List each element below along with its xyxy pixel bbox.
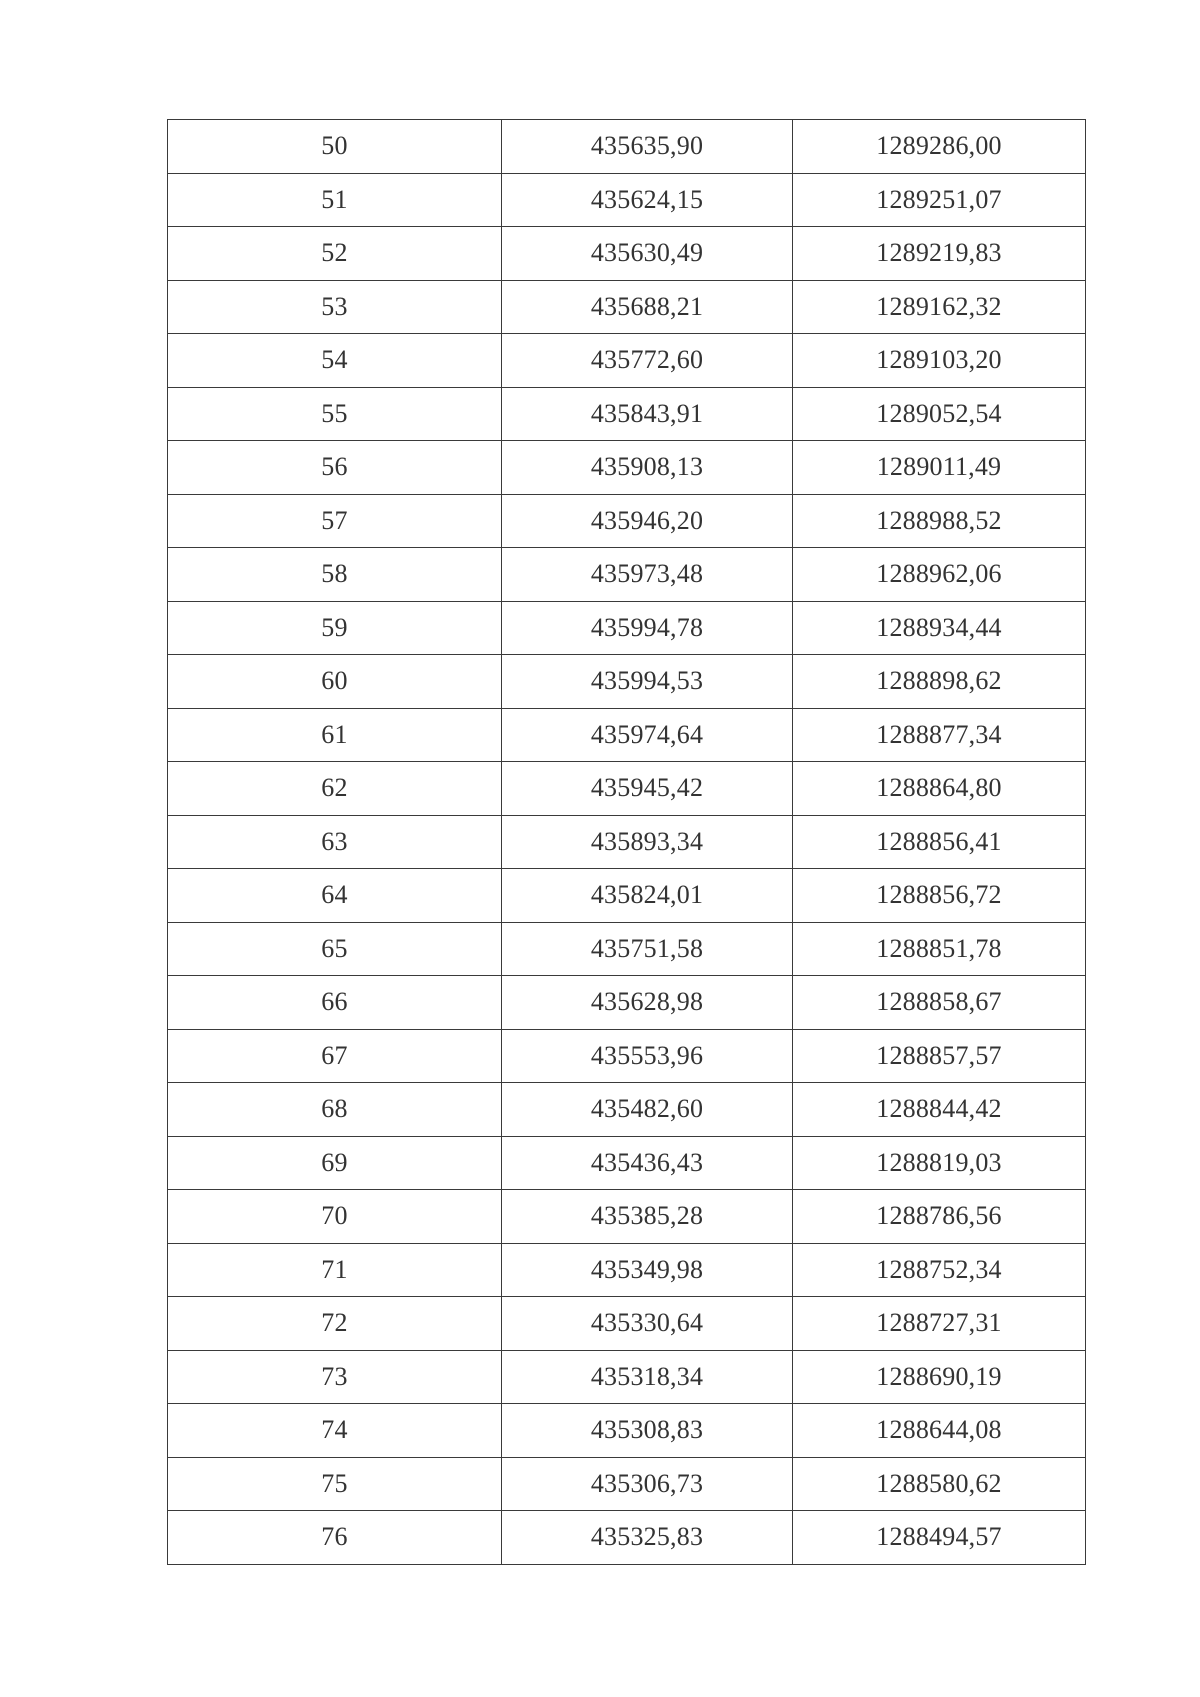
x-coordinate-cell: 435553,96: [502, 1029, 793, 1083]
x-coordinate-cell: 435308,83: [502, 1404, 793, 1458]
y-coordinate-cell: 1288819,03: [793, 1136, 1086, 1190]
y-coordinate-cell: 1288727,31: [793, 1297, 1086, 1351]
table-row: [168, 1297, 1086, 1351]
y-coordinate-cell: 1288877,34: [793, 708, 1086, 762]
y-coordinate-cell: 1288644,08: [793, 1404, 1086, 1458]
y-coordinate-cell: 1288494,57: [793, 1511, 1086, 1565]
table-row: [168, 815, 1086, 869]
x-coordinate-cell: 435973,48: [502, 548, 793, 602]
table-row: [168, 387, 1086, 441]
table-row: [168, 494, 1086, 548]
table-row: [168, 1136, 1086, 1190]
y-coordinate-cell: 1289251,07: [793, 173, 1086, 227]
x-coordinate-cell: 435318,34: [502, 1350, 793, 1404]
table-row: [168, 655, 1086, 709]
point-number-cell: 65: [168, 922, 502, 976]
x-coordinate-cell: 435325,83: [502, 1511, 793, 1565]
y-coordinate-cell: 1288856,41: [793, 815, 1086, 869]
x-coordinate-cell: 435994,53: [502, 655, 793, 709]
table-row: [168, 280, 1086, 334]
x-coordinate-cell: 435436,43: [502, 1136, 793, 1190]
y-coordinate-cell: 1289052,54: [793, 387, 1086, 441]
point-number-cell: 64: [168, 869, 502, 923]
y-coordinate-cell: 1288988,52: [793, 494, 1086, 548]
y-coordinate-cell: 1288858,67: [793, 976, 1086, 1030]
y-coordinate-cell: 1288864,80: [793, 762, 1086, 816]
x-coordinate-cell: 435628,98: [502, 976, 793, 1030]
point-number-cell: 66: [168, 976, 502, 1030]
x-coordinate-cell: 435635,90: [502, 120, 793, 174]
table-row: [168, 708, 1086, 762]
x-coordinate-cell: 435824,01: [502, 869, 793, 923]
table-row: [168, 1350, 1086, 1404]
y-coordinate-cell: 1288856,72: [793, 869, 1086, 923]
table-row: [168, 1243, 1086, 1297]
point-number-cell: 72: [168, 1297, 502, 1351]
y-coordinate-cell: 1288844,42: [793, 1083, 1086, 1137]
table-row: [168, 334, 1086, 388]
point-number-cell: 55: [168, 387, 502, 441]
point-number-cell: 57: [168, 494, 502, 548]
point-number-cell: 54: [168, 334, 502, 388]
x-coordinate-cell: 435630,49: [502, 227, 793, 281]
y-coordinate-cell: 1288690,19: [793, 1350, 1086, 1404]
point-number-cell: 67: [168, 1029, 502, 1083]
point-number-cell: 70: [168, 1190, 502, 1244]
x-coordinate-cell: 435843,91: [502, 387, 793, 441]
point-number-cell: 68: [168, 1083, 502, 1137]
x-coordinate-cell: 435624,15: [502, 173, 793, 227]
point-number-cell: 59: [168, 601, 502, 655]
point-number-cell: 58: [168, 548, 502, 602]
x-coordinate-cell: 435974,64: [502, 708, 793, 762]
table-row: [168, 976, 1086, 1030]
x-coordinate-cell: 435772,60: [502, 334, 793, 388]
table-row: [168, 869, 1086, 923]
x-coordinate-cell: 435994,78: [502, 601, 793, 655]
y-coordinate-cell: 1288962,06: [793, 548, 1086, 602]
y-coordinate-cell: 1288752,34: [793, 1243, 1086, 1297]
table-row: [168, 1083, 1086, 1137]
y-coordinate-cell: 1289103,20: [793, 334, 1086, 388]
table-row: [168, 1511, 1086, 1565]
point-number-cell: 76: [168, 1511, 502, 1565]
point-number-cell: 51: [168, 173, 502, 227]
point-number-cell: 52: [168, 227, 502, 281]
x-coordinate-cell: 435751,58: [502, 922, 793, 976]
table-row: [168, 922, 1086, 976]
x-coordinate-cell: 435385,28: [502, 1190, 793, 1244]
x-coordinate-cell: 435946,20: [502, 494, 793, 548]
point-number-cell: 63: [168, 815, 502, 869]
y-coordinate-cell: 1289219,83: [793, 227, 1086, 281]
table-row: [168, 1457, 1086, 1511]
table-row: [168, 601, 1086, 655]
y-coordinate-cell: 1288934,44: [793, 601, 1086, 655]
x-coordinate-cell: 435330,64: [502, 1297, 793, 1351]
x-coordinate-cell: 435893,34: [502, 815, 793, 869]
point-number-cell: 75: [168, 1457, 502, 1511]
table-row: [168, 1404, 1086, 1458]
table-row: [168, 120, 1086, 174]
x-coordinate-cell: 435306,73: [502, 1457, 793, 1511]
point-number-cell: 73: [168, 1350, 502, 1404]
table-row: [168, 441, 1086, 495]
table-row: [168, 173, 1086, 227]
point-number-cell: 62: [168, 762, 502, 816]
point-number-cell: 71: [168, 1243, 502, 1297]
point-number-cell: 53: [168, 280, 502, 334]
table-row: [168, 227, 1086, 281]
x-coordinate-cell: 435688,21: [502, 280, 793, 334]
table-row: [168, 1029, 1086, 1083]
y-coordinate-cell: 1288851,78: [793, 922, 1086, 976]
point-number-cell: 69: [168, 1136, 502, 1190]
y-coordinate-cell: 1288580,62: [793, 1457, 1086, 1511]
x-coordinate-cell: 435908,13: [502, 441, 793, 495]
point-number-cell: 50: [168, 120, 502, 174]
y-coordinate-cell: 1289286,00: [793, 120, 1086, 174]
x-coordinate-cell: 435482,60: [502, 1083, 793, 1137]
point-number-cell: 56: [168, 441, 502, 495]
x-coordinate-cell: 435349,98: [502, 1243, 793, 1297]
point-number-cell: 74: [168, 1404, 502, 1458]
y-coordinate-cell: 1288898,62: [793, 655, 1086, 709]
point-number-cell: 61: [168, 708, 502, 762]
y-coordinate-cell: 1288857,57: [793, 1029, 1086, 1083]
point-number-cell: 60: [168, 655, 502, 709]
table-row: [168, 762, 1086, 816]
x-coordinate-cell: 435945,42: [502, 762, 793, 816]
y-coordinate-cell: 1289162,32: [793, 280, 1086, 334]
coordinates-table: [167, 119, 1086, 1565]
y-coordinate-cell: 1289011,49: [793, 441, 1086, 495]
coordinates-table-body: [168, 120, 1086, 1565]
table-row: [168, 548, 1086, 602]
table-row: [168, 1190, 1086, 1244]
y-coordinate-cell: 1288786,56: [793, 1190, 1086, 1244]
